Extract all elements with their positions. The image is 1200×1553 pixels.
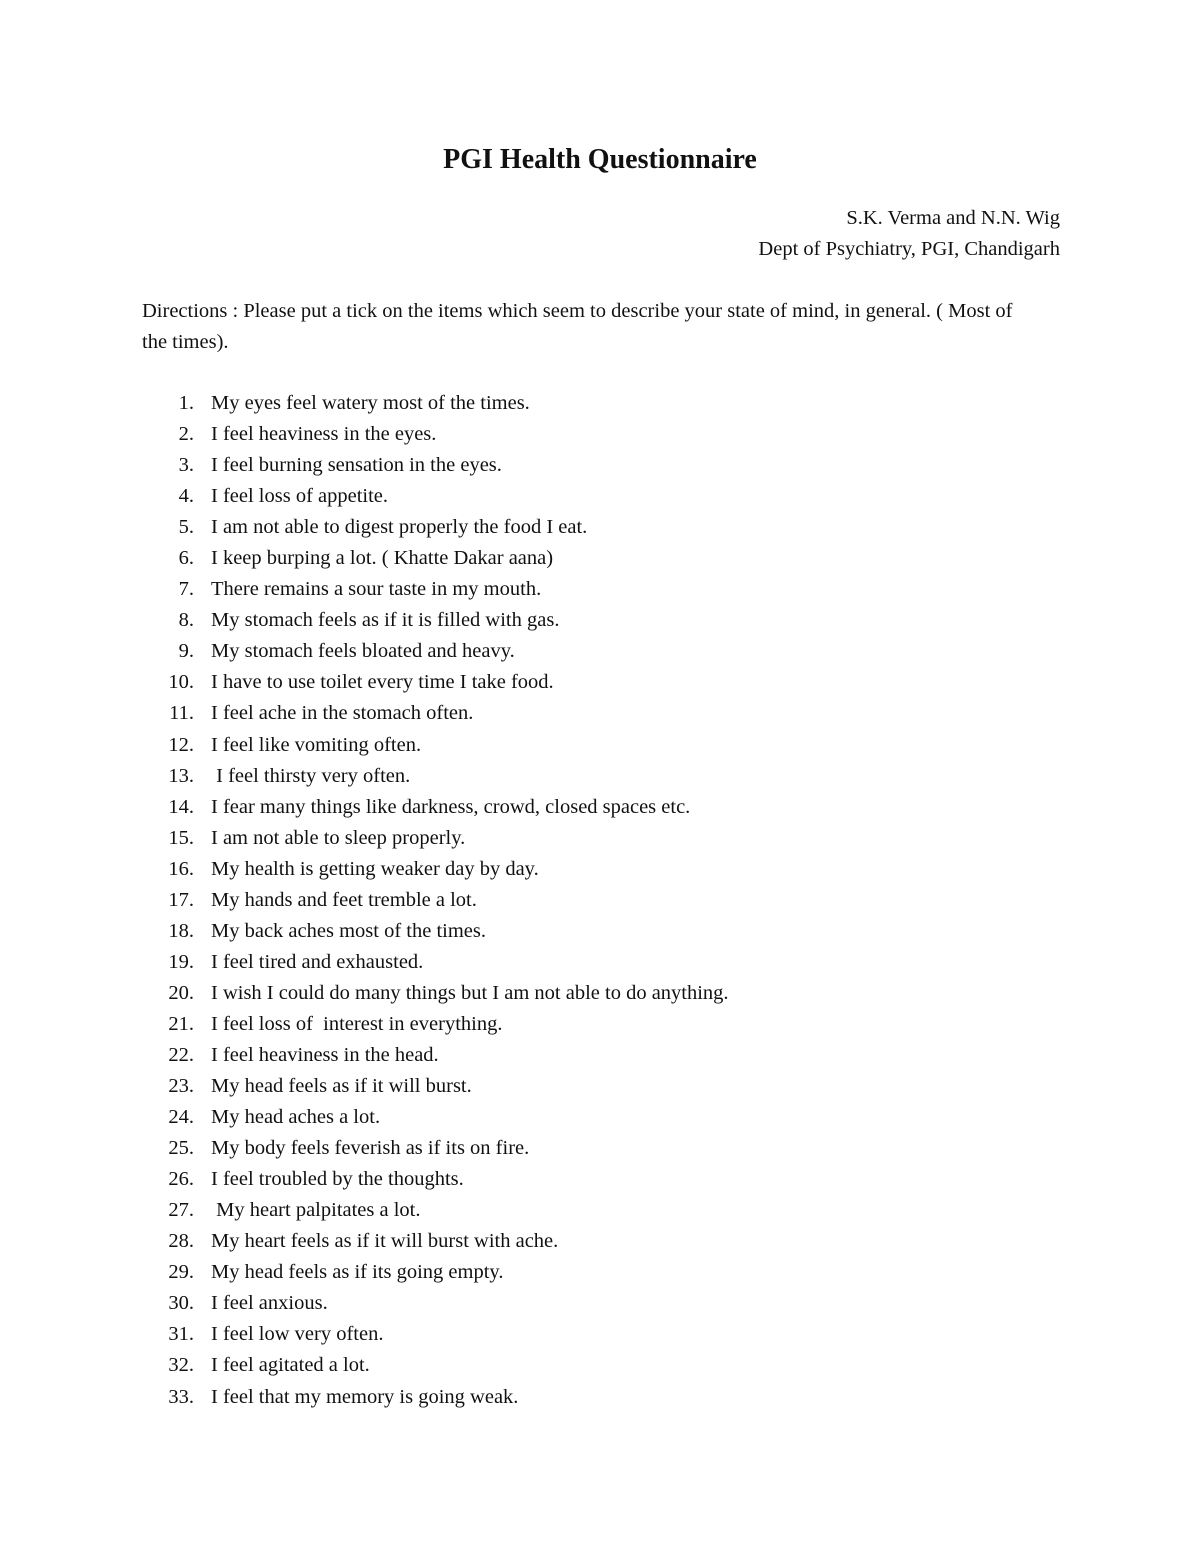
item-text: I feel ache in the stomach often. bbox=[211, 702, 474, 725]
item-text: I am not able to sleep properly. bbox=[211, 826, 466, 849]
item-text: I feel tired and exhausted. bbox=[211, 950, 424, 973]
item-number: 14. bbox=[168, 795, 194, 818]
document-title: PGI Health Questionnaire bbox=[443, 144, 757, 175]
item-number: 25. bbox=[168, 1137, 194, 1160]
item-text: I have to use toilet every time I take food. bbox=[211, 671, 554, 694]
item-text: I feel loss of appetite. bbox=[211, 485, 389, 508]
item-text: I feel loss of interest in everything. bbox=[211, 1012, 503, 1035]
item-number: 7. bbox=[178, 578, 194, 601]
item-text: My head feels as if its going empty. bbox=[211, 1261, 504, 1284]
item-number: 9. bbox=[178, 640, 194, 663]
item-text: My stomach feels bloated and heavy. bbox=[211, 640, 515, 663]
item-number: 27. bbox=[168, 1199, 194, 1222]
item-text: I feel that my memory is going weak. bbox=[211, 1385, 519, 1408]
item-number: 17. bbox=[168, 888, 194, 911]
item-text: I feel heaviness in the eyes. bbox=[211, 423, 437, 446]
item-text: I feel troubled by the thoughts. bbox=[211, 1168, 464, 1191]
item-number: 26. bbox=[168, 1168, 194, 1191]
item-text: There remains a sour taste in my mouth. bbox=[211, 578, 542, 601]
item-number: 19. bbox=[168, 950, 194, 973]
item-text: I am not able to digest properly the food I eat. bbox=[211, 516, 588, 539]
item-number: 6. bbox=[178, 547, 194, 570]
item-number: 13. bbox=[168, 764, 194, 787]
item-text: I feel agitated a lot. bbox=[211, 1354, 370, 1377]
item-number: 28. bbox=[168, 1230, 194, 1253]
item-text: I feel anxious. bbox=[211, 1292, 328, 1315]
item-text: My heart feels as if it will burst with ache. bbox=[211, 1230, 559, 1253]
author-names: S.K. Verma and N.N. Wig bbox=[846, 207, 1060, 229]
directions-text: Directions : Please put a tick on the items which seem to describe your state of mind, in general. ( Most of the times). bbox=[142, 300, 1013, 353]
item-text: My health is getting weaker day by day. bbox=[211, 857, 539, 880]
item-text: My head aches a lot. bbox=[211, 1106, 381, 1129]
item-number: 5. bbox=[178, 516, 194, 539]
item-text: My back aches most of the times. bbox=[211, 919, 486, 942]
item-number: 8. bbox=[178, 609, 194, 632]
item-number: 21. bbox=[168, 1012, 194, 1035]
item-text: I feel burning sensation in the eyes. bbox=[211, 454, 502, 477]
item-text: I fear many things like darkness, crowd, closed spaces etc. bbox=[211, 795, 691, 818]
item-text: My eyes feel watery most of the times. bbox=[211, 392, 530, 414]
author-affiliation: Dept of Psychiatry, PGI, Chandigarh bbox=[758, 238, 1060, 260]
item-number: 11. bbox=[169, 702, 194, 725]
item-number: 33. bbox=[168, 1385, 194, 1408]
item-number: 3. bbox=[178, 454, 194, 477]
item-text: I feel heaviness in the head. bbox=[211, 1043, 439, 1066]
item-number: 12. bbox=[168, 733, 194, 756]
item-number: 10. bbox=[168, 671, 194, 694]
item-text: I keep burping a lot. ( Khatte Dakar aana) bbox=[211, 547, 554, 570]
item-text: My heart palpitates a lot. bbox=[211, 1199, 421, 1222]
item-number: 2. bbox=[178, 423, 194, 446]
item-number: 30. bbox=[168, 1292, 194, 1315]
item-text: I wish I could do many things but I am not able to do anything. bbox=[211, 981, 729, 1004]
item-number: 16. bbox=[168, 857, 194, 880]
item-text: My head feels as if it will burst. bbox=[211, 1075, 472, 1098]
item-number: 32. bbox=[168, 1354, 194, 1377]
item-text: My stomach feels as if it is filled with gas. bbox=[211, 609, 560, 632]
item-text: I feel thirsty very often. bbox=[211, 764, 411, 787]
item-number: 22. bbox=[168, 1043, 194, 1066]
item-text: I feel like vomiting often. bbox=[211, 733, 422, 756]
author-block bbox=[758, 203, 1060, 265]
item-number: 15. bbox=[168, 826, 194, 849]
item-number: 24. bbox=[168, 1106, 194, 1129]
item-number: 18. bbox=[168, 919, 194, 942]
item-text: My hands and feet tremble a lot. bbox=[211, 888, 477, 911]
item-number: 20. bbox=[168, 981, 194, 1004]
item-number: 4. bbox=[178, 485, 194, 508]
item-number: 23. bbox=[168, 1075, 194, 1098]
item-number: 31. bbox=[168, 1323, 194, 1346]
item-text: I feel low very often. bbox=[211, 1323, 384, 1346]
item-text: My body feels feverish as if its on fire. bbox=[211, 1137, 530, 1160]
item-number: 1. bbox=[178, 392, 194, 414]
item-number: 29. bbox=[168, 1261, 194, 1284]
